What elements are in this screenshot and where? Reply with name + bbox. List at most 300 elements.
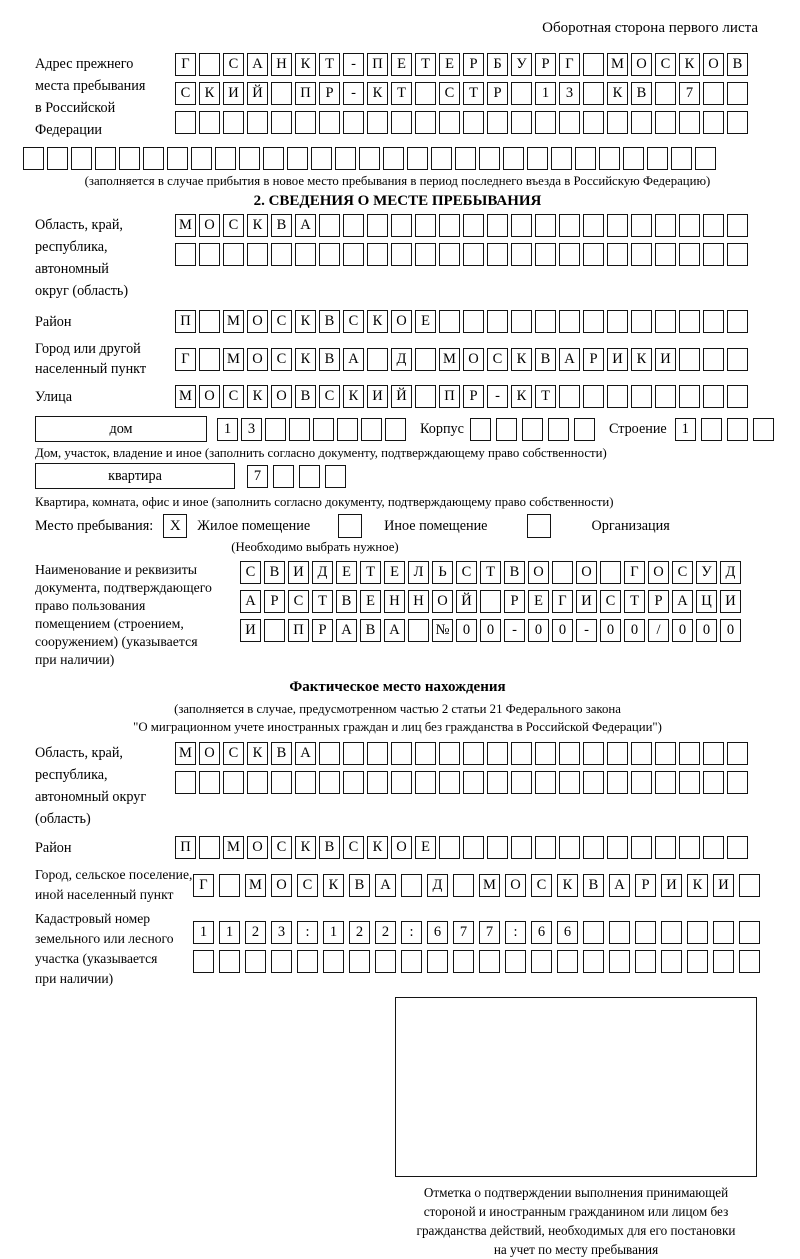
char-box[interactable]: 0 bbox=[720, 619, 741, 642]
char-box[interactable] bbox=[375, 950, 396, 973]
char-box[interactable]: К bbox=[631, 348, 652, 371]
char-box[interactable] bbox=[635, 950, 656, 973]
char-box[interactable] bbox=[401, 950, 422, 973]
char-box[interactable]: У bbox=[511, 53, 532, 76]
char-box[interactable]: Т bbox=[360, 561, 381, 584]
char-box[interactable] bbox=[583, 310, 604, 333]
char-box[interactable] bbox=[295, 771, 316, 794]
char-box[interactable] bbox=[463, 310, 484, 333]
char-box[interactable]: 6 bbox=[427, 921, 448, 944]
char-box[interactable]: В bbox=[264, 561, 285, 584]
char-box[interactable] bbox=[343, 771, 364, 794]
char-box[interactable]: Р bbox=[264, 590, 285, 613]
char-box[interactable] bbox=[713, 950, 734, 973]
char-box[interactable] bbox=[408, 619, 429, 642]
char-box[interactable] bbox=[391, 771, 412, 794]
char-box[interactable] bbox=[287, 147, 308, 170]
char-box[interactable] bbox=[607, 771, 628, 794]
char-box[interactable] bbox=[453, 950, 474, 973]
char-box[interactable]: Т bbox=[415, 53, 436, 76]
char-box[interactable]: С bbox=[343, 310, 364, 333]
char-box[interactable]: К bbox=[367, 836, 388, 859]
char-box[interactable] bbox=[511, 742, 532, 765]
char-box[interactable] bbox=[343, 214, 364, 237]
char-box[interactable] bbox=[655, 310, 676, 333]
char-box[interactable]: В bbox=[583, 874, 604, 897]
char-box[interactable]: О bbox=[247, 310, 268, 333]
char-box[interactable]: О bbox=[576, 561, 597, 584]
char-box[interactable]: К bbox=[295, 348, 316, 371]
char-box[interactable]: Р bbox=[635, 874, 656, 897]
char-box[interactable]: К bbox=[343, 385, 364, 408]
char-box[interactable] bbox=[247, 243, 268, 266]
char-box[interactable]: 7 bbox=[679, 82, 700, 105]
char-box[interactable]: В bbox=[727, 53, 748, 76]
char-box[interactable]: Л bbox=[408, 561, 429, 584]
char-box[interactable]: С bbox=[223, 742, 244, 765]
char-box[interactable] bbox=[703, 742, 724, 765]
char-box[interactable] bbox=[703, 348, 724, 371]
char-box[interactable]: М bbox=[175, 385, 196, 408]
char-box[interactable]: А bbox=[672, 590, 693, 613]
char-box[interactable] bbox=[143, 147, 164, 170]
char-box[interactable] bbox=[583, 742, 604, 765]
char-box[interactable] bbox=[583, 385, 604, 408]
char-box[interactable] bbox=[679, 310, 700, 333]
char-box[interactable]: Р bbox=[463, 53, 484, 76]
char-box[interactable] bbox=[337, 418, 358, 441]
char-box[interactable] bbox=[647, 147, 668, 170]
char-box[interactable] bbox=[349, 950, 370, 973]
char-box[interactable]: К bbox=[323, 874, 344, 897]
char-box[interactable]: С bbox=[456, 561, 477, 584]
char-box[interactable] bbox=[323, 950, 344, 973]
char-box[interactable] bbox=[727, 111, 748, 134]
char-box[interactable] bbox=[439, 214, 460, 237]
char-box[interactable]: Т bbox=[312, 590, 333, 613]
char-box[interactable] bbox=[271, 82, 292, 105]
char-box[interactable] bbox=[343, 742, 364, 765]
char-box[interactable] bbox=[295, 243, 316, 266]
char-box[interactable]: М bbox=[175, 742, 196, 765]
char-box[interactable]: О bbox=[199, 385, 220, 408]
char-box[interactable]: Е bbox=[384, 561, 405, 584]
char-box[interactable]: 0 bbox=[624, 619, 645, 642]
char-box[interactable] bbox=[439, 742, 460, 765]
char-box[interactable]: К bbox=[247, 742, 268, 765]
char-box[interactable] bbox=[661, 950, 682, 973]
char-box[interactable] bbox=[407, 147, 428, 170]
char-box[interactable]: П bbox=[175, 836, 196, 859]
char-box[interactable] bbox=[703, 111, 724, 134]
char-box[interactable]: : bbox=[401, 921, 422, 944]
char-box[interactable]: А bbox=[375, 874, 396, 897]
char-box[interactable] bbox=[511, 214, 532, 237]
char-box[interactable] bbox=[335, 147, 356, 170]
char-box[interactable] bbox=[367, 111, 388, 134]
char-box[interactable]: С bbox=[531, 874, 552, 897]
char-box[interactable]: Г bbox=[624, 561, 645, 584]
char-box[interactable]: В bbox=[360, 619, 381, 642]
char-box[interactable]: Е bbox=[391, 53, 412, 76]
char-box[interactable] bbox=[319, 243, 340, 266]
char-box[interactable] bbox=[297, 950, 318, 973]
char-box[interactable]: М bbox=[223, 310, 244, 333]
char-box[interactable] bbox=[487, 111, 508, 134]
char-box[interactable] bbox=[583, 243, 604, 266]
char-box[interactable]: О bbox=[432, 590, 453, 613]
char-box[interactable] bbox=[199, 836, 220, 859]
char-box[interactable]: Т bbox=[463, 82, 484, 105]
char-box[interactable]: К bbox=[247, 214, 268, 237]
char-box[interactable] bbox=[311, 147, 332, 170]
char-box[interactable]: К bbox=[295, 310, 316, 333]
char-box[interactable]: М bbox=[245, 874, 266, 897]
char-box[interactable] bbox=[623, 147, 644, 170]
char-box[interactable]: О bbox=[271, 874, 292, 897]
char-box[interactable] bbox=[487, 310, 508, 333]
char-box[interactable]: Д bbox=[391, 348, 412, 371]
char-box[interactable]: А bbox=[295, 214, 316, 237]
char-box[interactable] bbox=[367, 214, 388, 237]
char-box[interactable]: Р bbox=[583, 348, 604, 371]
char-box[interactable]: И bbox=[367, 385, 388, 408]
char-box[interactable] bbox=[727, 385, 748, 408]
char-box[interactable] bbox=[47, 147, 68, 170]
char-box[interactable] bbox=[439, 111, 460, 134]
char-box[interactable]: Е bbox=[336, 561, 357, 584]
char-box[interactable]: 0 bbox=[672, 619, 693, 642]
char-box[interactable] bbox=[119, 147, 140, 170]
char-box[interactable] bbox=[175, 771, 196, 794]
char-box[interactable] bbox=[343, 111, 364, 134]
char-box[interactable] bbox=[671, 147, 692, 170]
char-box[interactable]: М bbox=[223, 836, 244, 859]
char-box[interactable]: Р bbox=[504, 590, 525, 613]
char-box[interactable]: С bbox=[672, 561, 693, 584]
checkbox-zhiloe[interactable]: X bbox=[163, 514, 187, 538]
char-box[interactable] bbox=[487, 836, 508, 859]
char-box[interactable]: Р bbox=[648, 590, 669, 613]
char-box[interactable]: Г bbox=[559, 53, 580, 76]
char-box[interactable] bbox=[23, 147, 44, 170]
char-box[interactable] bbox=[695, 147, 716, 170]
char-box[interactable] bbox=[631, 385, 652, 408]
char-box[interactable] bbox=[271, 950, 292, 973]
char-box[interactable] bbox=[325, 465, 346, 488]
char-box[interactable]: Р bbox=[487, 82, 508, 105]
char-box[interactable] bbox=[703, 310, 724, 333]
char-box[interactable]: М bbox=[479, 874, 500, 897]
char-box[interactable] bbox=[511, 310, 532, 333]
char-box[interactable] bbox=[713, 921, 734, 944]
char-box[interactable]: У bbox=[696, 561, 717, 584]
char-box[interactable] bbox=[607, 111, 628, 134]
char-box[interactable]: 3 bbox=[271, 921, 292, 944]
char-box[interactable]: Т bbox=[535, 385, 556, 408]
char-box[interactable] bbox=[575, 147, 596, 170]
char-box[interactable]: О bbox=[247, 836, 268, 859]
char-box[interactable] bbox=[319, 111, 340, 134]
char-box[interactable]: К bbox=[607, 82, 628, 105]
char-box[interactable]: И bbox=[713, 874, 734, 897]
char-box[interactable]: Т bbox=[480, 561, 501, 584]
char-box[interactable] bbox=[191, 147, 212, 170]
char-box[interactable]: О bbox=[648, 561, 669, 584]
char-box[interactable]: В bbox=[271, 742, 292, 765]
char-box[interactable]: С bbox=[240, 561, 261, 584]
char-box[interactable]: 0 bbox=[600, 619, 621, 642]
char-box[interactable]: Ь bbox=[432, 561, 453, 584]
char-box[interactable] bbox=[631, 214, 652, 237]
char-box[interactable]: : bbox=[505, 921, 526, 944]
char-box[interactable]: Н bbox=[384, 590, 405, 613]
char-box[interactable] bbox=[415, 243, 436, 266]
char-box[interactable]: 0 bbox=[696, 619, 717, 642]
char-box[interactable] bbox=[367, 771, 388, 794]
char-box[interactable] bbox=[559, 243, 580, 266]
char-box[interactable] bbox=[552, 561, 573, 584]
char-box[interactable] bbox=[609, 950, 630, 973]
char-box[interactable] bbox=[367, 348, 388, 371]
char-box[interactable]: О bbox=[271, 385, 292, 408]
char-box[interactable] bbox=[359, 147, 380, 170]
char-box[interactable]: В bbox=[336, 590, 357, 613]
char-box[interactable]: 2 bbox=[375, 921, 396, 944]
char-box[interactable]: К bbox=[367, 82, 388, 105]
char-box[interactable] bbox=[727, 214, 748, 237]
char-box[interactable] bbox=[175, 243, 196, 266]
char-box[interactable] bbox=[199, 310, 220, 333]
char-box[interactable]: Д bbox=[427, 874, 448, 897]
char-box[interactable] bbox=[655, 836, 676, 859]
char-box[interactable] bbox=[463, 214, 484, 237]
char-box[interactable] bbox=[319, 214, 340, 237]
char-box[interactable] bbox=[655, 214, 676, 237]
char-box[interactable]: Р bbox=[319, 82, 340, 105]
char-box[interactable]: Е bbox=[415, 836, 436, 859]
char-box[interactable] bbox=[439, 836, 460, 859]
char-box[interactable]: В bbox=[349, 874, 370, 897]
char-box[interactable] bbox=[739, 950, 760, 973]
char-box[interactable] bbox=[199, 111, 220, 134]
char-box[interactable] bbox=[439, 243, 460, 266]
char-box[interactable]: А bbox=[384, 619, 405, 642]
char-box[interactable] bbox=[557, 950, 578, 973]
char-box[interactable] bbox=[679, 214, 700, 237]
char-box[interactable] bbox=[535, 836, 556, 859]
char-box[interactable] bbox=[319, 742, 340, 765]
char-box[interactable]: 7 bbox=[453, 921, 474, 944]
char-box[interactable] bbox=[655, 742, 676, 765]
char-box[interactable] bbox=[511, 836, 532, 859]
char-box[interactable]: Б bbox=[487, 53, 508, 76]
char-box[interactable]: 0 bbox=[552, 619, 573, 642]
char-box[interactable]: : bbox=[297, 921, 318, 944]
char-box[interactable]: А bbox=[343, 348, 364, 371]
char-box[interactable] bbox=[535, 214, 556, 237]
char-box[interactable]: П bbox=[175, 310, 196, 333]
char-box[interactable] bbox=[367, 742, 388, 765]
char-box[interactable] bbox=[496, 418, 517, 441]
char-box[interactable]: 7 bbox=[247, 465, 268, 488]
char-box[interactable]: В bbox=[504, 561, 525, 584]
char-box[interactable] bbox=[527, 147, 548, 170]
char-box[interactable]: П bbox=[295, 82, 316, 105]
char-box[interactable]: 2 bbox=[349, 921, 370, 944]
char-box[interactable]: - bbox=[504, 619, 525, 642]
char-box[interactable]: Д bbox=[720, 561, 741, 584]
char-box[interactable]: А bbox=[609, 874, 630, 897]
char-box[interactable] bbox=[655, 82, 676, 105]
char-box[interactable] bbox=[505, 950, 526, 973]
char-box[interactable] bbox=[313, 418, 334, 441]
char-box[interactable] bbox=[391, 243, 412, 266]
checkbox-organizatsiya[interactable] bbox=[527, 514, 551, 538]
char-box[interactable]: 0 bbox=[456, 619, 477, 642]
char-box[interactable] bbox=[583, 921, 604, 944]
char-box[interactable]: С bbox=[175, 82, 196, 105]
char-box[interactable]: 1 bbox=[219, 921, 240, 944]
char-box[interactable] bbox=[199, 53, 220, 76]
char-box[interactable]: П bbox=[367, 53, 388, 76]
char-box[interactable]: Е bbox=[415, 310, 436, 333]
char-box[interactable]: Р bbox=[535, 53, 556, 76]
char-box[interactable]: О bbox=[463, 348, 484, 371]
char-box[interactable] bbox=[289, 418, 310, 441]
char-box[interactable] bbox=[193, 950, 214, 973]
char-box[interactable]: - bbox=[576, 619, 597, 642]
char-box[interactable]: С bbox=[271, 310, 292, 333]
char-box[interactable]: 3 bbox=[241, 418, 262, 441]
char-box[interactable] bbox=[687, 950, 708, 973]
char-box[interactable] bbox=[535, 771, 556, 794]
char-box[interactable]: И bbox=[223, 82, 244, 105]
char-box[interactable] bbox=[607, 243, 628, 266]
char-box[interactable] bbox=[703, 82, 724, 105]
char-box[interactable]: 0 bbox=[480, 619, 501, 642]
char-box[interactable] bbox=[271, 243, 292, 266]
char-box[interactable] bbox=[635, 921, 656, 944]
char-box[interactable]: Р bbox=[463, 385, 484, 408]
char-box[interactable]: 7 bbox=[479, 921, 500, 944]
char-box[interactable] bbox=[583, 771, 604, 794]
char-box[interactable] bbox=[463, 243, 484, 266]
char-box[interactable] bbox=[679, 111, 700, 134]
char-box[interactable]: О bbox=[391, 836, 412, 859]
char-box[interactable]: М bbox=[175, 214, 196, 237]
char-box[interactable]: М bbox=[607, 53, 628, 76]
char-box[interactable]: И bbox=[720, 590, 741, 613]
char-box[interactable]: А bbox=[240, 590, 261, 613]
char-box[interactable]: 1 bbox=[323, 921, 344, 944]
char-box[interactable]: О bbox=[505, 874, 526, 897]
char-box[interactable]: П bbox=[439, 385, 460, 408]
char-box[interactable] bbox=[679, 771, 700, 794]
char-box[interactable] bbox=[239, 147, 260, 170]
char-box[interactable] bbox=[385, 418, 406, 441]
char-box[interactable] bbox=[631, 243, 652, 266]
char-box[interactable] bbox=[245, 950, 266, 973]
char-box[interactable] bbox=[703, 771, 724, 794]
char-box[interactable] bbox=[415, 771, 436, 794]
char-box[interactable] bbox=[299, 465, 320, 488]
char-box[interactable] bbox=[655, 243, 676, 266]
char-box[interactable]: К bbox=[679, 53, 700, 76]
char-box[interactable] bbox=[679, 348, 700, 371]
char-box[interactable] bbox=[631, 742, 652, 765]
char-box[interactable] bbox=[415, 214, 436, 237]
char-box[interactable] bbox=[391, 742, 412, 765]
char-box[interactable]: 1 bbox=[193, 921, 214, 944]
char-box[interactable] bbox=[655, 385, 676, 408]
char-box[interactable] bbox=[607, 836, 628, 859]
char-box[interactable] bbox=[687, 921, 708, 944]
char-box[interactable]: 2 bbox=[245, 921, 266, 944]
char-box[interactable]: 0 bbox=[528, 619, 549, 642]
char-box[interactable] bbox=[415, 385, 436, 408]
char-box[interactable] bbox=[727, 418, 748, 441]
char-box[interactable]: И bbox=[240, 619, 261, 642]
char-box[interactable]: О bbox=[703, 53, 724, 76]
char-box[interactable] bbox=[415, 82, 436, 105]
char-box[interactable]: / bbox=[648, 619, 669, 642]
char-box[interactable] bbox=[739, 921, 760, 944]
char-box[interactable]: О bbox=[391, 310, 412, 333]
char-box[interactable] bbox=[559, 742, 580, 765]
char-box[interactable] bbox=[453, 874, 474, 897]
char-box[interactable] bbox=[511, 243, 532, 266]
char-box[interactable]: Й bbox=[391, 385, 412, 408]
char-box[interactable] bbox=[463, 742, 484, 765]
char-box[interactable] bbox=[701, 418, 722, 441]
char-box[interactable] bbox=[271, 771, 292, 794]
char-box[interactable] bbox=[431, 147, 452, 170]
char-box[interactable]: В bbox=[295, 385, 316, 408]
char-box[interactable]: М bbox=[223, 348, 244, 371]
char-box[interactable] bbox=[463, 771, 484, 794]
char-box[interactable] bbox=[727, 771, 748, 794]
char-box[interactable] bbox=[223, 771, 244, 794]
char-box[interactable] bbox=[679, 385, 700, 408]
char-box[interactable]: Т bbox=[624, 590, 645, 613]
char-box[interactable] bbox=[583, 53, 604, 76]
char-box[interactable] bbox=[463, 111, 484, 134]
char-box[interactable] bbox=[487, 771, 508, 794]
char-box[interactable] bbox=[167, 147, 188, 170]
char-box[interactable]: Н bbox=[408, 590, 429, 613]
char-box[interactable]: О bbox=[247, 348, 268, 371]
checkbox-inoe[interactable] bbox=[338, 514, 362, 538]
char-box[interactable] bbox=[703, 836, 724, 859]
char-box[interactable] bbox=[487, 742, 508, 765]
char-box[interactable]: С bbox=[223, 53, 244, 76]
char-box[interactable]: О bbox=[528, 561, 549, 584]
char-box[interactable]: К bbox=[557, 874, 578, 897]
char-box[interactable]: - bbox=[343, 53, 364, 76]
char-box[interactable]: А bbox=[247, 53, 268, 76]
char-box[interactable] bbox=[391, 111, 412, 134]
char-box[interactable] bbox=[727, 82, 748, 105]
char-box[interactable] bbox=[661, 921, 682, 944]
char-box[interactable]: П bbox=[288, 619, 309, 642]
char-box[interactable] bbox=[511, 771, 532, 794]
char-box[interactable] bbox=[559, 836, 580, 859]
char-box[interactable] bbox=[263, 147, 284, 170]
char-box[interactable] bbox=[463, 836, 484, 859]
char-box[interactable] bbox=[739, 874, 760, 897]
char-box[interactable]: Д bbox=[312, 561, 333, 584]
